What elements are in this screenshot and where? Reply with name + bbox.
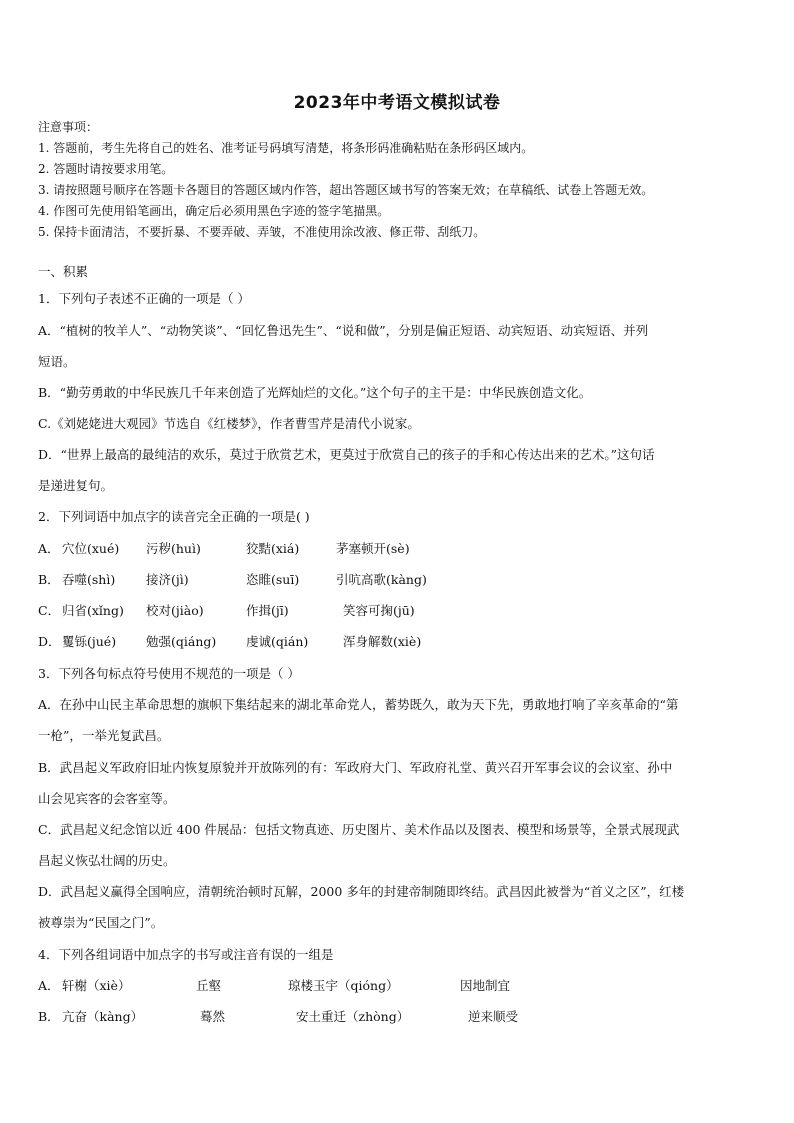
option-word: 狡黠(xiá) (246, 541, 300, 556)
option-label: C． (38, 603, 61, 618)
question-stem: 2．下列词语中加点字的读音完全正确的一项是( ) (38, 509, 310, 524)
option-c: C．武昌起义纪念馆以近 400 件展品：包括文物真迹、历史图片、美术作品以及图表、模型和场景等，全景式展现武 (38, 822, 680, 837)
option-label: B． (38, 572, 60, 587)
option-word: 亢奋（kàng） (62, 1009, 144, 1024)
option-d-continued: 是递进复句。 (38, 478, 114, 493)
option-word: 安土重迁（zhòng） (296, 1009, 410, 1024)
option-b: B．武昌起义军政府旧址内恢复原貌并开放陈列的有：军政府大门、军政府礼堂、黄兴召开军事会议的会议室、孙中 (38, 760, 673, 775)
option-word: 勉强(qiáng) (146, 634, 217, 649)
option-c: C.《刘姥姥进大观园》节选自《红楼梦》，作者曹雪芹是清代小说家。 (38, 416, 420, 431)
option-word: 恣睢(suī) (246, 572, 300, 587)
option-word: 穴位(xué) (62, 541, 120, 556)
notice-item: 3. 请按照题号顺序在答题卡各题目的答题区域内作答，超出答题区域书写的答案无效；在草稿纸、试卷上答题无效。 (38, 183, 654, 197)
option-word: 轩榭（xiè） (62, 978, 131, 993)
page-title: 2023年中考语文模拟试卷 (293, 93, 501, 113)
option-word: 归省(xǐng) (62, 603, 124, 618)
option-c-continued: 昌起义恢弘壮阔的历史。 (38, 853, 176, 868)
option-word: 吞噬(shì) (62, 572, 116, 587)
option-a-continued: 短语。 (38, 354, 76, 369)
option-d-continued: 被尊崇为“民国之门”。 (38, 915, 164, 930)
option-label: D． (38, 634, 61, 649)
option-word: 矍铄(jué) (62, 634, 117, 649)
option-a: A．在孙中山民主革命思想的旗帜下集结起来的湖北革命党人，蓄势既久，敢为天下先，勇敢地打响了辛亥革命的“第 (38, 697, 679, 712)
question-stem: 3．下列各句标点符号使用不规范的一项是（ ） (38, 666, 300, 681)
notice-item: 4. 作图可先使用铅笔画出，确定后必须用黑色字迹的签字笔描黑。 (38, 204, 390, 218)
option-b-continued: 山会见宾客的会客室等。 (38, 791, 176, 806)
option-word: 接济(jì) (146, 572, 189, 587)
option-word: 茅塞顿开(sè) (336, 541, 410, 556)
option-a: A．“植树的牧羊人”、“动物笑谈”、“回忆鲁迅先生”、“说和做”，分别是偏正短语、动宾短语、动宾短语、并列 (38, 323, 649, 338)
option-d: D．武昌起义赢得全国响应，清朝统治顿时瓦解，2000 多年的封建帝制随即终结。武昌因此被誉为“首义之区”，红楼 (38, 884, 685, 899)
option-word: 作揖(jī) (246, 603, 289, 618)
option-word: 虔诚(qián) (246, 634, 309, 649)
notice-item: 5. 保持卡面清洁，不要折暴、不要弄破、弄皱，不准使用涂改液、修正带、刮纸刀。 (38, 225, 486, 239)
option-word: 因地制宜 (460, 978, 511, 993)
option-d: D．“世界上最高的最纯洁的欢乐，莫过于欣赏艺术，更莫过于欣赏自己的孩子的手和心传达出来的艺术。”这句话 (38, 447, 655, 462)
option-label: A． (38, 978, 60, 993)
notice-item: 1. 答题前，考生先将自己的姓名、准考证号码填写清楚，将条形码准确粘贴在条形码区域内。 (38, 141, 534, 155)
option-word: 浑身解数(xiè) (343, 634, 422, 649)
option-word: 校对(jiào) (146, 603, 204, 618)
option-b: B．“勤劳勇敢的中华民族几千年来创造了光辉灿烂的文化。”这个句子的主干是：中华民族创造文化。 (38, 385, 592, 400)
option-word: 污秽(huì) (146, 541, 201, 556)
question-stem: 1．下列句子表述不正确的一项是（ ） (38, 291, 250, 306)
notice-heading: 注意事项： (38, 120, 99, 134)
question-stem: 4．下列各组词语中加点字的书写或注音有误的一组是 (38, 947, 334, 962)
option-word: 逆来顺受 (468, 1009, 519, 1024)
option-word: 丘壑 (196, 978, 222, 993)
option-word: 琼楼玉宇（qióng） (288, 978, 399, 993)
option-label: B． (38, 1009, 60, 1024)
section-heading: 一、积累 (38, 264, 89, 279)
option-word: 蓦然 (200, 1009, 226, 1024)
option-word: 引吭高歌(kàng) (336, 572, 427, 587)
option-a-continued: 一枪”，一举光复武昌。 (38, 728, 170, 743)
notice-item: 2. 答题时请按要求用笔。 (38, 162, 174, 176)
option-word: 笑容可掬(jū) (343, 603, 415, 618)
option-label: A． (38, 541, 60, 556)
